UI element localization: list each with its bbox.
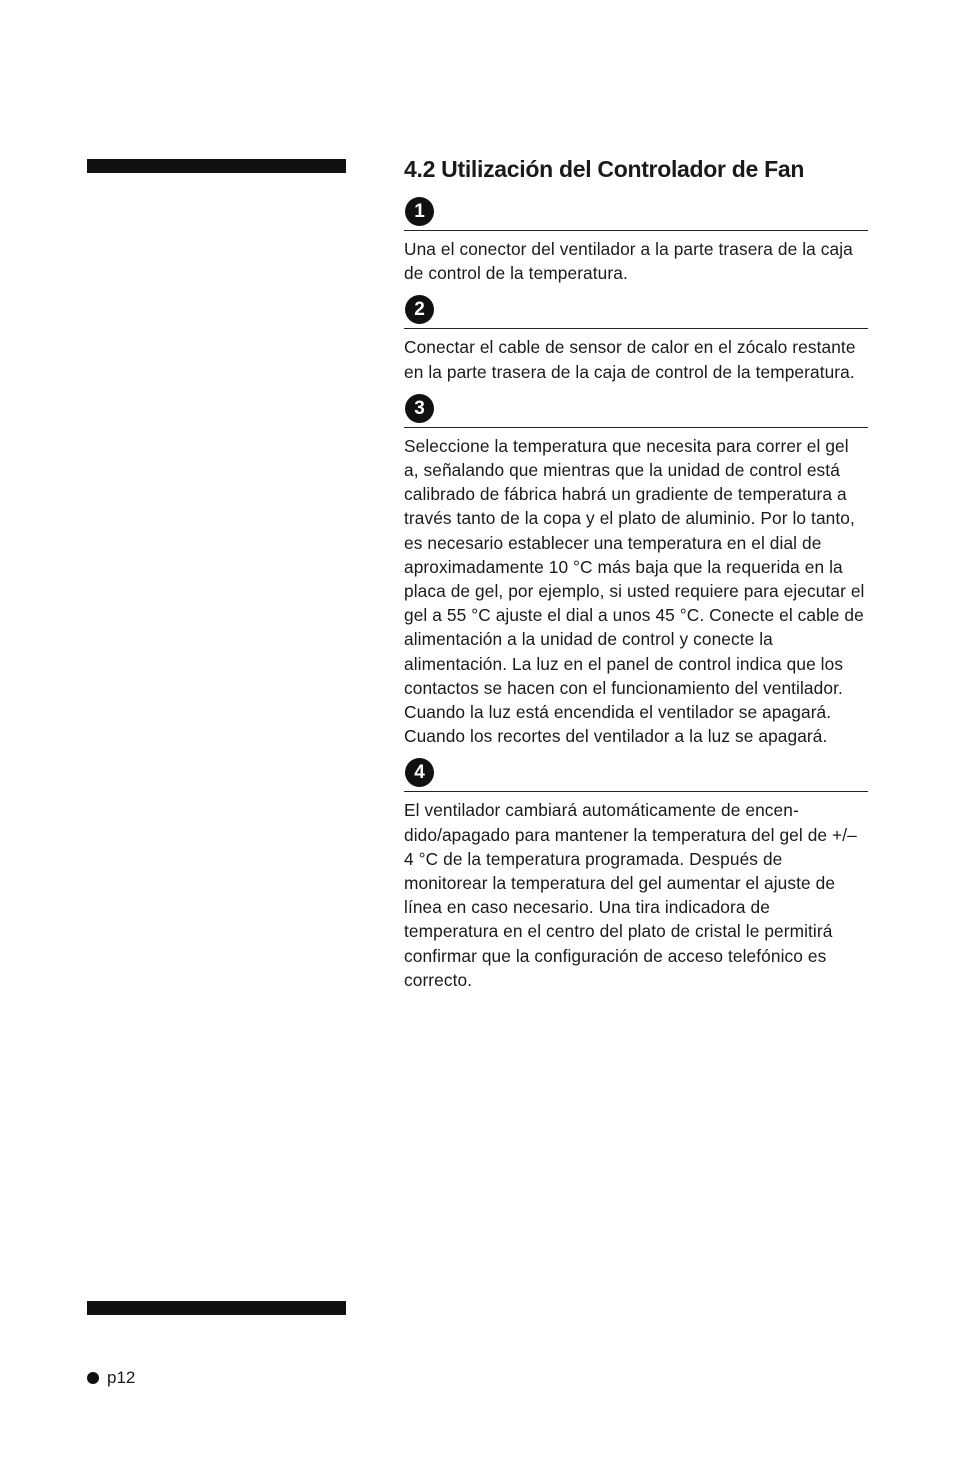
step-text: El ventilador cambiará automáticamente de encen-dido/apagado para mantener la temperatura del gel de +/– 4 °C de la temperatura programada. Después de monitorear la temperatura del gel aumentar el ajuste de línea en caso necesario. Una tira indicadora de temperatura en el centro del plato de cristal le permitirá confirmar que la configuración de acceso telefónico es correcto. (404, 800, 857, 990)
page-footer (87, 1367, 135, 1389)
main-content (404, 152, 868, 1001)
step-text: Una el conector del ventilador a la parte trasera de la caja de control de la temperatura. (404, 239, 853, 284)
step-header (404, 393, 868, 428)
step-2 (404, 294, 868, 383)
bullet-dot-icon (87, 1372, 99, 1384)
page-number: p12 (107, 1368, 136, 1387)
section-title: 4.2 Utilización del Controlador de Fan (404, 156, 805, 182)
step-1 (404, 196, 868, 285)
step-header (404, 196, 868, 231)
step-text: Seleccione la temperatura que necesita para correr el gel a, señalando que mientras que la unidad de control está calibrado de fábrica habrá un gradiente de temperatura a través tanto de la copa y el plato de aluminio. Por lo tanto, es necesario establecer una temperatura en el dial de aproximadamente 10 °C más baja que la requerida en la placa de gel, por ejemplo, si usted requiere para ejecutar el gel a 55 °C ajuste el dial a unos 45 °C. Conecte el cable de alimentación a la unidad de control y conecte la alimentación. La luz en el panel de control indica que los contactos se hacen con el funcionamiento del ventilador. Cuando la luz está encendida el ventilador se apagará. Cuando los recortes del ventilador a la luz se apagará. (404, 435, 865, 747)
step-number-badge: 3 (405, 394, 434, 423)
step-number-badge: 2 (405, 295, 434, 324)
step-header (404, 757, 868, 792)
step-4 (404, 757, 868, 992)
step-text: Conectar el cable de sensor de calor en el zócalo restante en la parte trasera de la caja de control de la temperatura. (404, 337, 856, 382)
step-number-badge: 1 (405, 197, 434, 226)
step-3 (404, 393, 868, 749)
bottom-decorative-bar (87, 1301, 346, 1315)
step-number-badge: 4 (405, 758, 434, 787)
step-header (404, 294, 868, 329)
top-decorative-bar (87, 159, 346, 173)
